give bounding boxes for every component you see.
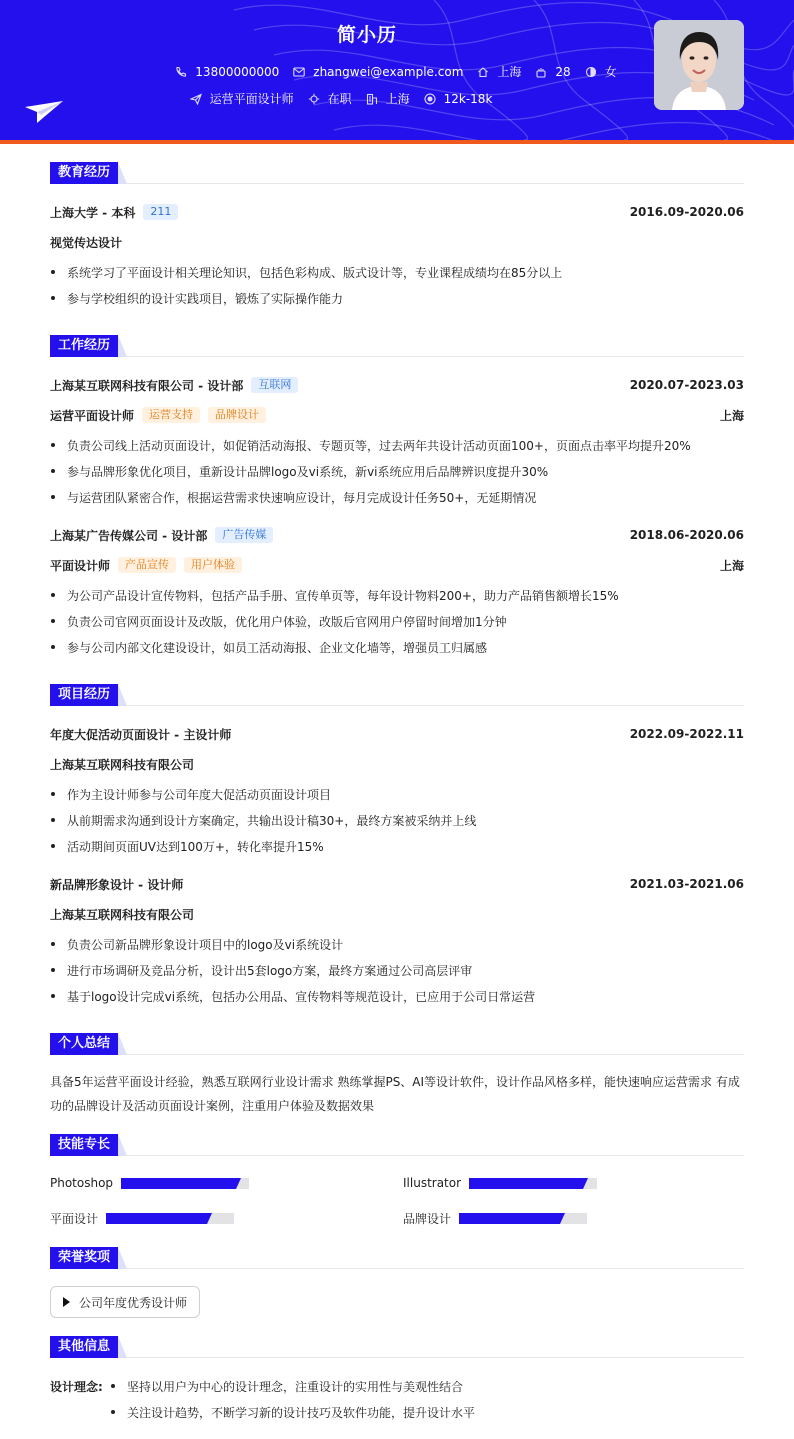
education-major xyxy=(50,234,744,250)
skill-bar xyxy=(469,1178,597,1189)
project-company-1 xyxy=(50,756,744,772)
skill-item xyxy=(403,1210,587,1227)
summary-text xyxy=(50,1070,744,1118)
section-title-awards: 荣誉奖项 xyxy=(50,1247,118,1269)
list-item: 为公司产品设计宣传物料，包括产品手册、宣传单页等，每年设计物料200+，助力产品销售额增长15% xyxy=(50,587,744,604)
work-role-1 xyxy=(50,407,744,423)
summary-line: 具备5年运营平面设计经验，熟悉互联网行业设计需求 熟练掌握PS、AI等设计软件，设计作品风格多样，能快速响应运营需求 有成 xyxy=(50,1075,740,1089)
list-item: 坚持以用户为中心的设计理念，注重设计的实用性与美观性结合 xyxy=(110,1378,744,1395)
age-icon xyxy=(533,65,549,79)
age-info xyxy=(533,65,570,79)
skill-name: 品牌设计 xyxy=(403,1212,452,1226)
work-city: 上海 xyxy=(719,408,744,423)
skill-item xyxy=(50,1210,234,1227)
education-date: 2016.09-2020.06 xyxy=(629,205,744,219)
email-text: zhangwei@example.com xyxy=(313,64,464,79)
skill-bar xyxy=(121,1178,249,1189)
location-info xyxy=(475,63,521,80)
salary-text: 12k-18k xyxy=(443,91,493,106)
school-name: 上海大学 - 本科 xyxy=(50,205,136,220)
status-text: 在职 xyxy=(327,92,352,106)
avatar-photo xyxy=(654,20,744,110)
other-label: 设计理念: xyxy=(50,1379,103,1394)
list-item: 从前期需求沟通到设计方案确定，共输出设计稿30+，最终方案被采纳并上线 xyxy=(50,812,744,829)
company-tag: 广告传媒 xyxy=(215,527,273,543)
position-info xyxy=(188,90,294,107)
skill-bar-fill xyxy=(459,1213,560,1224)
role-tag: 品牌设计 xyxy=(208,407,266,423)
work-role-2 xyxy=(50,557,744,573)
role-tag: 运营支持 xyxy=(142,407,200,423)
skill-bar-fill xyxy=(121,1178,236,1189)
list-item: 负责公司新品牌形象设计项目中的logo及vi系统设计 xyxy=(50,936,744,953)
role-name: 运营平面设计师 xyxy=(50,408,135,423)
phone-text: 13800000000 xyxy=(195,64,280,79)
skill-item xyxy=(403,1176,597,1190)
award-item[interactable] xyxy=(50,1286,200,1318)
role-tag: 产品宣传 xyxy=(118,557,176,573)
project-date: 2021.03-2021.06 xyxy=(629,877,744,891)
gender-icon xyxy=(583,65,599,79)
candidate-name: 简小历 xyxy=(336,24,397,46)
education-header xyxy=(50,204,744,220)
school-tag: 211 xyxy=(143,204,178,220)
phone-info xyxy=(173,65,279,79)
list-item: 负责公司线上活动页面设计，如促销活动海报、专题页等，过去两年共设计活动页面100+，页面点击率平均提升20% xyxy=(50,437,744,454)
list-item: 参与学校组织的设计实践项目，锻炼了实际操作能力 xyxy=(50,290,744,307)
project-title: 新品牌形象设计 - 设计师 xyxy=(50,877,184,892)
section-other xyxy=(50,1336,744,1358)
list-item: 关注设计趋势，不断学习新的设计技巧及软件功能，提升设计水平 xyxy=(110,1404,744,1421)
company-name: 上海某广告传媒公司 - 设计部 xyxy=(50,528,208,543)
list-item: 进行市场调研及竞品分析，设计出5套logo方案，最终方案通过公司高层评审 xyxy=(50,962,744,979)
role-tag: 用户体验 xyxy=(184,557,242,573)
position-text: 运营平面设计师 xyxy=(209,92,294,106)
section-title-education: 教育经历 xyxy=(50,162,118,184)
building-icon xyxy=(364,92,380,106)
skill-name: 平面设计 xyxy=(50,1212,99,1226)
section-awards xyxy=(50,1247,744,1269)
resume-header xyxy=(0,0,794,140)
section-summary xyxy=(50,1033,744,1055)
header-accent-line xyxy=(0,140,794,144)
skill-bar xyxy=(106,1213,234,1224)
age-text: 28 xyxy=(555,64,571,79)
mail-icon xyxy=(291,65,307,79)
company-tag: 互联网 xyxy=(251,377,298,393)
award-label: 公司年度优秀设计师 xyxy=(79,1295,188,1310)
skill-name: Photoshop xyxy=(50,1176,114,1190)
project-company: 上海某互联网科技有限公司 xyxy=(50,757,195,772)
list-item: 参与品牌形象优化项目，重新设计品牌logo及vi系统，新vi系统应用后品牌辨识度提升30% xyxy=(50,463,744,480)
skill-bar-fill xyxy=(106,1213,207,1224)
list-item: 基于logo设计完成vi系统，包括办公用品、宣传物料等规范设计，已应用于公司日常运营 xyxy=(50,988,744,1005)
list-item: 与运营团队紧密合作，根据运营需求快速响应设计，每月完成设计任务50+，无延期情况 xyxy=(50,489,744,506)
list-item: 参与公司内部文化建设设计，如员工活动海报、企业文化墙等，增强员工归属感 xyxy=(50,639,744,656)
project-company: 上海某互联网科技有限公司 xyxy=(50,907,195,922)
list-item: 负责公司官网页面设计及改版，优化用户体验，改版后官网用户停留时间增加1分钟 xyxy=(50,613,744,630)
project-company-2 xyxy=(50,906,744,922)
phone-icon xyxy=(173,65,189,79)
email-info xyxy=(291,65,463,79)
work-date: 2020.07-2023.03 xyxy=(629,378,744,392)
job-intent-row xyxy=(0,90,680,107)
work-header-1 xyxy=(50,377,744,393)
section-title-skills: 技能专长 xyxy=(50,1134,118,1156)
list-item: 作为主设计师参与公司年度大促活动页面设计项目 xyxy=(50,786,744,803)
project-header-1 xyxy=(50,726,744,742)
section-title-summary: 个人总结 xyxy=(50,1033,118,1055)
skill-bar-fill xyxy=(469,1178,583,1189)
section-skills xyxy=(50,1134,744,1156)
project-header-2 xyxy=(50,876,744,892)
section-education xyxy=(50,162,744,184)
section-title-other: 其他信息 xyxy=(50,1336,118,1358)
home-icon xyxy=(475,65,491,79)
work-city: 上海 xyxy=(719,558,744,573)
project-date: 2022.09-2022.11 xyxy=(629,727,744,741)
city-info xyxy=(364,90,410,107)
section-work xyxy=(50,335,744,357)
section-title-work: 工作经历 xyxy=(50,335,118,357)
major-text: 视觉传达设计 xyxy=(50,235,123,250)
gender-text: 女 xyxy=(604,65,617,79)
send-icon xyxy=(188,92,204,106)
status-icon xyxy=(306,92,322,106)
gender-info xyxy=(583,63,617,80)
city-text: 上海 xyxy=(385,92,410,106)
play-triangle-icon xyxy=(63,1297,70,1307)
company-name: 上海某互联网科技有限公司 - 设计部 xyxy=(50,378,244,393)
list-item: 系统学习了平面设计相关理论知识，包括色彩构成、版式设计等，专业课程成绩均在85分以上 xyxy=(50,264,744,281)
project-title: 年度大促活动页面设计 - 主设计师 xyxy=(50,727,232,742)
list-item: 活动期间页面UV达到100万+，转化率提升15% xyxy=(50,838,744,855)
work-date: 2018.06-2020.06 xyxy=(629,528,744,542)
paper-plane-icon xyxy=(25,101,65,123)
skill-name: Illustrator xyxy=(403,1176,462,1190)
location-text: 上海 xyxy=(497,65,522,79)
role-name: 平面设计师 xyxy=(50,558,111,573)
section-project xyxy=(50,684,744,706)
salary-info xyxy=(422,92,493,106)
skill-bar xyxy=(459,1213,587,1224)
work-header-2 xyxy=(50,527,744,543)
status-info xyxy=(306,90,352,107)
salary-icon xyxy=(422,92,438,106)
skill-item xyxy=(50,1176,249,1190)
section-title-project: 项目经历 xyxy=(50,684,118,706)
contact-row xyxy=(55,63,735,80)
summary-line: 功的品牌设计及活动页面设计案例，注重用户体验及数据效果 xyxy=(50,1099,375,1113)
